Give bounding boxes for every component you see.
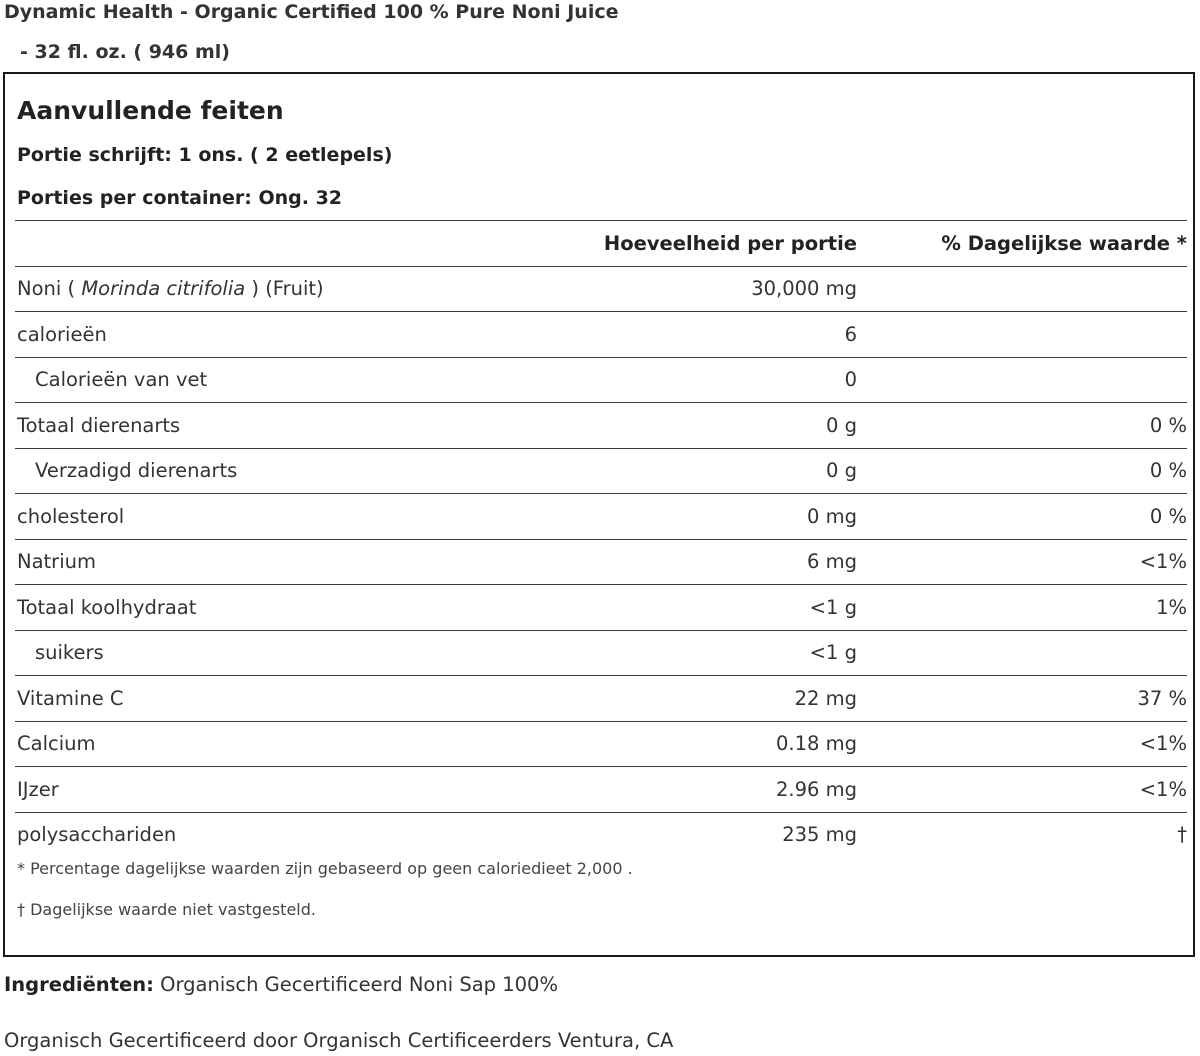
certification-text: Organisch Gecertificeerd door Organisch Certificeerders Ventura, CA xyxy=(4,1029,674,1052)
facts-table xyxy=(15,220,1187,857)
table-row xyxy=(15,494,1187,540)
footnote-not-established: † Dagelijkse waarde niet vastgesteld. xyxy=(17,900,316,919)
table-row xyxy=(15,585,1187,631)
table-row xyxy=(15,676,1187,722)
header-daily-value: % Dagelijkse waarde * xyxy=(857,221,1187,267)
ingredients-line xyxy=(4,973,558,996)
nutrient-daily-value: 0 % xyxy=(857,448,1187,494)
nutrient-amount: 30,000 mg xyxy=(435,266,857,312)
table-row xyxy=(15,721,1187,767)
table-row xyxy=(15,403,1187,449)
nutrient-daily-value: † xyxy=(1177,823,1187,847)
header-nutrient xyxy=(15,221,435,267)
nutrient-name: polysacchariden xyxy=(17,823,177,847)
table-row xyxy=(15,312,1187,358)
nutrient-name: IJzer xyxy=(15,767,435,813)
noni-prefix: Noni ( xyxy=(17,277,82,301)
nutrient-amount: 2.96 mg xyxy=(435,767,857,813)
nutrient-name: Vitamine C xyxy=(15,676,435,722)
table-row xyxy=(15,357,1187,403)
nutrient-amount: 0.18 mg xyxy=(435,721,857,767)
servings-per-container: Porties per container: Ong. 32 xyxy=(17,187,343,209)
footnote-percent-daily-value: * Percentage dagelijkse waarden zijn gebaseerd op geen caloriedieet 2,000 . xyxy=(17,859,633,878)
nutrient-name: Calorieën van vet xyxy=(15,357,435,403)
ingredients-label: Ingrediënten: xyxy=(4,973,154,996)
nutrient-amount: 0 g xyxy=(435,448,857,494)
table-row xyxy=(15,448,1187,494)
nutrient-name: calorieën xyxy=(15,312,435,358)
header-amount: Hoeveelheid per portie xyxy=(435,221,857,267)
nutrient-name: Natrium xyxy=(15,539,435,585)
nutrient-amount: <1 g xyxy=(435,630,857,676)
nutrient-amount: 6 xyxy=(435,312,857,358)
nutrient-amount: <1 g xyxy=(435,585,857,631)
nutrient-daily-value: <1% xyxy=(857,721,1187,767)
table-row xyxy=(15,767,1187,813)
nutrient-amount: 22 mg xyxy=(435,676,857,722)
nutrient-daily-value: 0 % xyxy=(857,403,1187,449)
nutrient-daily-value: <1% xyxy=(857,539,1187,585)
nutrient-daily-value xyxy=(857,266,1187,312)
table-row xyxy=(15,630,1187,676)
supplement-facts-panel xyxy=(3,72,1195,957)
nutrient-name: cholesterol xyxy=(15,494,435,540)
nutrient-name: suikers xyxy=(15,630,435,676)
noni-latin-name: Morinda citrifolia xyxy=(81,277,246,301)
ingredients-text: Organisch Gecertificeerd Noni Sap 100% xyxy=(153,973,558,996)
product-title: Dynamic Health - Organic Certified 100 % Pure Noni Juice xyxy=(4,1,619,23)
nutrient-name xyxy=(15,266,435,312)
facts-heading: Aanvullende feiten xyxy=(17,96,284,125)
nutrient-name: Calcium xyxy=(15,721,435,767)
nutrient-amount: 0 mg xyxy=(435,494,857,540)
nutrient-daily-value: 37 % xyxy=(857,676,1187,722)
nutrient-daily-value: <1% xyxy=(857,767,1187,813)
product-size: - 32 fl. oz. ( 946 ml) xyxy=(20,41,230,63)
noni-suffix: ) (Fruit) xyxy=(245,277,324,301)
nutrient-amount: 0 xyxy=(435,357,857,403)
nutrient-daily-value xyxy=(857,630,1187,676)
serving-size: Portie schrijft: 1 ons. ( 2 eetlepels) xyxy=(17,144,393,166)
nutrient-amount: 235 mg xyxy=(782,823,857,847)
nutrient-name: Verzadigd dierenarts xyxy=(15,448,435,494)
table-row xyxy=(15,266,1187,312)
nutrient-name: Totaal dierenarts xyxy=(15,403,435,449)
table-row xyxy=(15,539,1187,585)
nutrient-daily-value xyxy=(857,357,1187,403)
nutrient-daily-value xyxy=(857,312,1187,358)
nutrient-amount: 0 g xyxy=(435,403,857,449)
nutrient-amount: 6 mg xyxy=(435,539,857,585)
nutrient-daily-value: 0 % xyxy=(857,494,1187,540)
nutrient-daily-value: 1% xyxy=(857,585,1187,631)
table-row xyxy=(15,812,1187,857)
table-header-row xyxy=(15,221,1187,267)
nutrient-name: Totaal koolhydraat xyxy=(15,585,435,631)
